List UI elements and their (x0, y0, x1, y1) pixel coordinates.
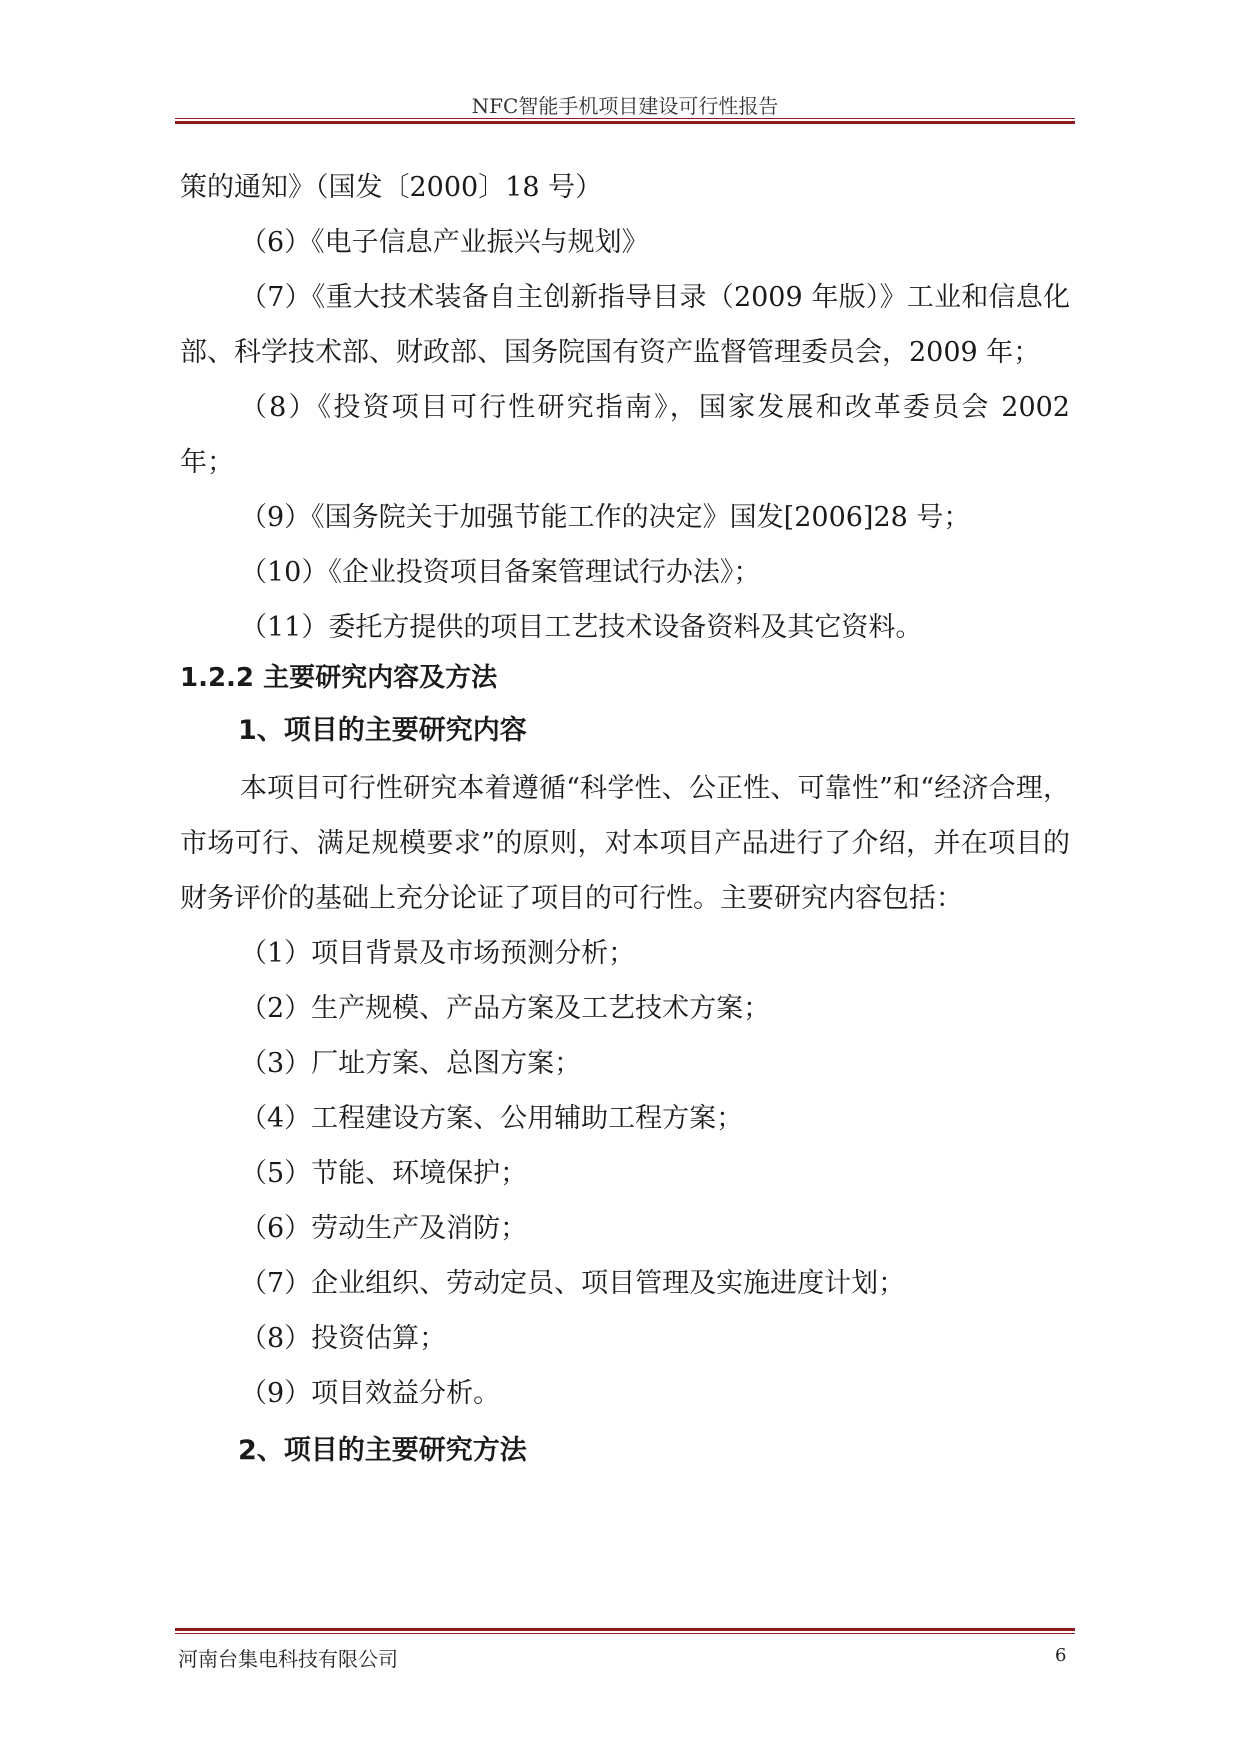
paragraph: 策的通知》（国发〔2000〕18 号） (180, 172, 603, 203)
paragraph: （7）《重大技术装备自主创新指导目录（2009 年版）》工业和信息化部、科学技术部、财政部、国务院国有资产监督管理委员会，2009 年； (180, 282, 1070, 368)
list-item: （3）厂址方案、总图方案； (240, 1048, 582, 1079)
header-rule-thick (175, 121, 1075, 124)
document-body (180, 160, 1070, 1481)
list-item: （5）节能、环境保护； (240, 1158, 528, 1189)
sub-heading: 1、项目的主要研究内容 (238, 715, 527, 746)
footer-rule-thin (175, 1633, 1075, 1634)
list-item: （9）项目效益分析。 (240, 1378, 501, 1409)
header-rule-thin (175, 118, 1075, 119)
paragraph: （9）《国务院关于加强节能工作的决定》国发[2006]28 号； (240, 502, 971, 533)
list-item: （2）生产规模、产品方案及工艺技术方案； (240, 993, 771, 1024)
page-header-title: NFC智能手机项目建设可行性报告 (471, 94, 779, 118)
page-number: 6 (1055, 1645, 1067, 1666)
paragraph: （8）《投资项目可行性研究指南》，国家发展和改革委员会 2002 年； (180, 392, 1070, 478)
footer-company: 河南台集电科技有限公司 (178, 1647, 398, 1671)
list-item: （6）劳动生产及消防； (240, 1213, 528, 1244)
paragraph: （11）委托方提供的项目工艺技术设备资料及其它资料。 (240, 612, 923, 643)
list-item: （1）项目背景及市场预测分析； (240, 938, 636, 969)
paragraph: （6）《电子信息产业振兴与规划》 (240, 227, 649, 258)
footer-rule-thick (175, 1628, 1075, 1631)
list-item: （4）工程建设方案、公用辅助工程方案； (240, 1103, 744, 1134)
list-item: （8）投资估算； (240, 1323, 447, 1354)
list-item: （7）企业组织、劳动定员、项目管理及实施进度计划； (240, 1268, 906, 1299)
paragraph: （10）《企业投资项目备案管理试行办法》； (240, 557, 761, 588)
paragraph: 本项目可行性研究本着遵循“科学性、公正性、可靠性”和“经济合理，市场可行、满足规模要求”的原则，对本项目产品进行了介绍，并在项目的财务评价的基础上充分论证了项目的可行性。主要研究内容包括： (180, 773, 1070, 914)
sub-heading: 2、项目的主要研究方法 (238, 1435, 527, 1466)
section-heading: 1.2.2 主要研究内容及方法 (180, 663, 498, 693)
